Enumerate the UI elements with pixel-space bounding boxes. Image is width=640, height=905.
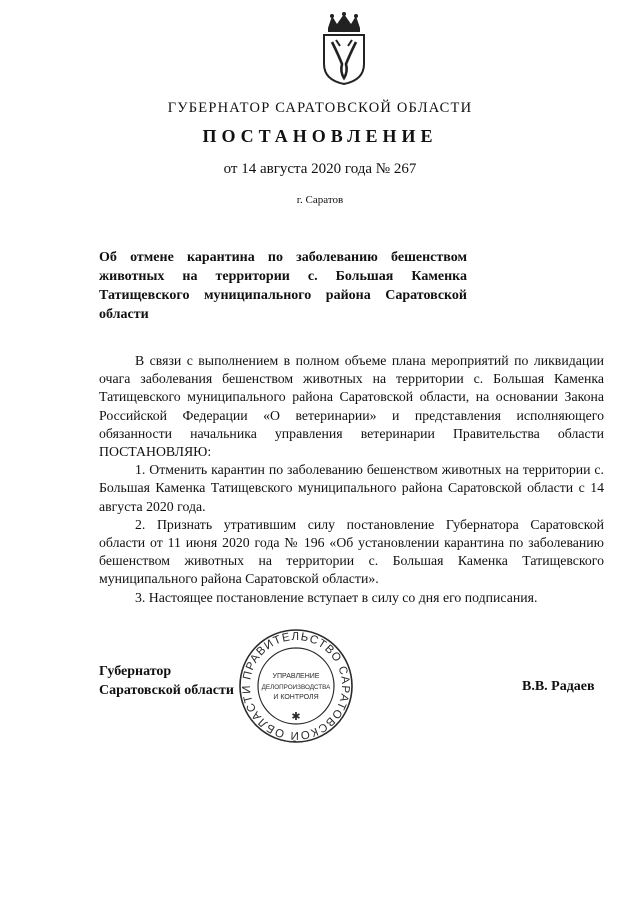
stamp-line-2: ДЕЛОПРОИЗВОДСТВА: [261, 684, 331, 691]
document-title: Об отмене карантина по заболеванию бешенством животных на территории с. Большая Каменка Татищевского муниципального района Саратовской области: [99, 250, 467, 322]
signatory-title-line1: Губернатор: [99, 664, 172, 679]
stamp-line-1: УПРАВЛЕНИЕ: [272, 673, 320, 680]
document-body: [99, 352, 604, 607]
stamp-line-3: И КОНТРОЛЯ: [273, 694, 319, 701]
document-city: г. Саратов: [296, 194, 344, 206]
stamp-outer-text: ПРАВИТЕЛЬСТВО САРАТОВСКОЙ ОБЛАСТИ: [240, 630, 352, 742]
signatory-title-line2: Саратовской области: [99, 683, 234, 698]
body-item-3: 3. Настоящее постановление вступает в силу со дня его подписания.: [135, 589, 538, 605]
signatory-name: В.В. Радаев: [522, 679, 595, 694]
signatory-title: [99, 662, 234, 700]
body-item-1: 1. Отменить карантин по заболеванию бешенством животных на территории с. Большая Каменка Татищевского муниципального района Саратовской области с 14 августа 2020 года.: [99, 462, 604, 514]
document-date-number: от 14 августа 2020 года № 267: [223, 161, 417, 177]
body-item-2: 2. Признать утратившим силу постановление Губернатора Саратовской области от 11 июня 2020 года № 196 «Об установлении карантина по заболеванию бешенством животных на территории с. Большая Каменка Татищевского муниципального района Саратовской области».: [99, 516, 604, 587]
issuing-authority: ГУБЕРНАТОР САРАТОВСКОЙ ОБЛАСТИ: [167, 100, 473, 116]
stamp-star-icon: ✱: [291, 710, 301, 723]
coat-of-arms-icon: [318, 12, 370, 86]
official-stamp: [238, 628, 354, 744]
document-type: ПОСТАНОВЛЕНИЕ: [202, 126, 438, 146]
body-intro-paragraph: В связи с выполнением в полном объеме плана мероприятий по ликвидации очага заболевания бешенством животных на территории с. Большая Каменка Татищевского муниципального района Саратовской области, на основании Закона Российской Федерации «О ветеринарии» и представления исполняющего обязанности начальника управления ветеринарии Правительства области ПОСТАНОВЛЯЮ:: [99, 353, 604, 460]
